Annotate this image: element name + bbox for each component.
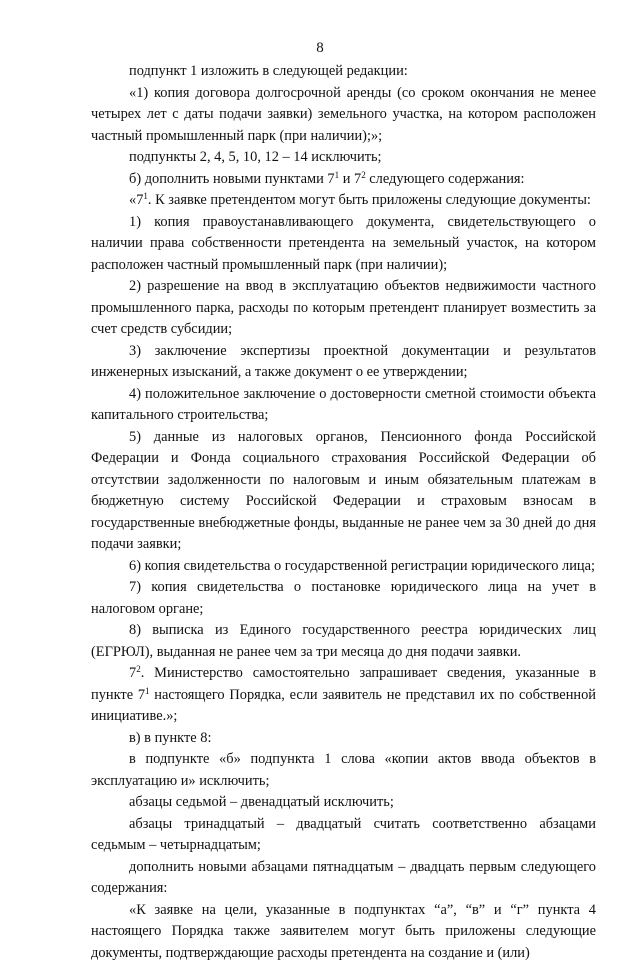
paragraph: абзацы тринадцатый – двадцатый считать соответственно абзацами седьмым – четырнадцатым;: [91, 814, 596, 857]
paragraph: 2) разрешение на ввод в эксплуатацию объектов недвижимости частного промышленного парка, расходы по которым претендент планирует возместить за счет средств субсидии;: [91, 276, 596, 341]
paragraph: дополнить новыми абзацами пятнадцатым – двадцать первым следующего содержания:: [91, 857, 596, 900]
paragraph: 1) копия правоустанавливающего документа, свидетельствующего о наличии права собственности претендента на земельный участок, на котором расположен частный промышленный парк (при наличии);: [91, 212, 596, 277]
superscript: 1: [145, 686, 150, 696]
superscript: 1: [143, 191, 148, 201]
paragraph: 7) копия свидетельства о постановке юридического лица на учет в налоговом органе;: [91, 577, 596, 620]
paragraph: «К заявке на цели, указанные в подпунктах “а”, “в” и “г” пункта 4 настоящего Порядка также заявителем могут быть приложены следующие документы, подтверждающие расходы претендента на создание и (или): [91, 900, 596, 964]
page-number: 8: [0, 39, 640, 57]
paragraph: 6) копия свидетельства о государственной регистрации юридического лица;: [91, 556, 596, 578]
paragraph: «1) копия договора долгосрочной аренды (со сроком окончания не менее четырех лет с даты подачи заявки) земельного участка, на котором расположен частный промышленный парк (при наличии);»;: [91, 83, 596, 148]
paragraph: подпункт 1 изложить в следующей редакции:: [91, 61, 596, 83]
document-body: [91, 61, 596, 964]
paragraph: 5) данные из налоговых органов, Пенсионного фонда Российской Федерации и Фонда социального страхования Российской Федерации об отсутствии задолженности по налоговым и иным обязательным платежам в бюджетную систему Российской Федерации и страховым взносам в государственные внебюджетные фонды, выданные не ранее чем за 30 дней до дня подачи заявки;: [91, 427, 596, 556]
paragraph: 3) заключение экспертизы проектной документации и результатов инженерных изысканий, а также документ о ее утверждении;: [91, 341, 596, 384]
paragraph: $7^2$. Министерство самостоятельно запрашивает сведения, указанные в пункте $7^1$ настоящего Порядка, если заявитель не представил их по собственной инициативе.»;: [91, 663, 596, 728]
paragraph: 4) положительное заключение о достоверности сметной стоимости объекта капитального строительства;: [91, 384, 596, 427]
paragraph: 8) выписка из Единого государственного реестра юридических лиц (ЕГРЮЛ), выданная не ранее чем за три месяца до дня подачи заявки.: [91, 620, 596, 663]
paragraph: в) в пункте 8:: [91, 728, 596, 750]
paragraph: б) дополнить новыми пунктами $7^1$ и $7^2$ следующего содержания:: [91, 169, 596, 191]
paragraph: абзацы седьмой – двенадцатый исключить;: [91, 792, 596, 814]
paragraph: «$7^1$. К заявке претендентом могут быть приложены следующие документы:: [91, 190, 596, 212]
superscript: 2: [136, 664, 141, 674]
superscript: 2: [361, 170, 366, 180]
paragraph: подпункты 2, 4, 5, 10, 12 – 14 исключить;: [91, 147, 596, 169]
superscript: 1: [335, 170, 340, 180]
paragraph: в подпункте «б» подпункта 1 слова «копии актов ввода объектов в эксплуатацию и» исключить;: [91, 749, 596, 792]
